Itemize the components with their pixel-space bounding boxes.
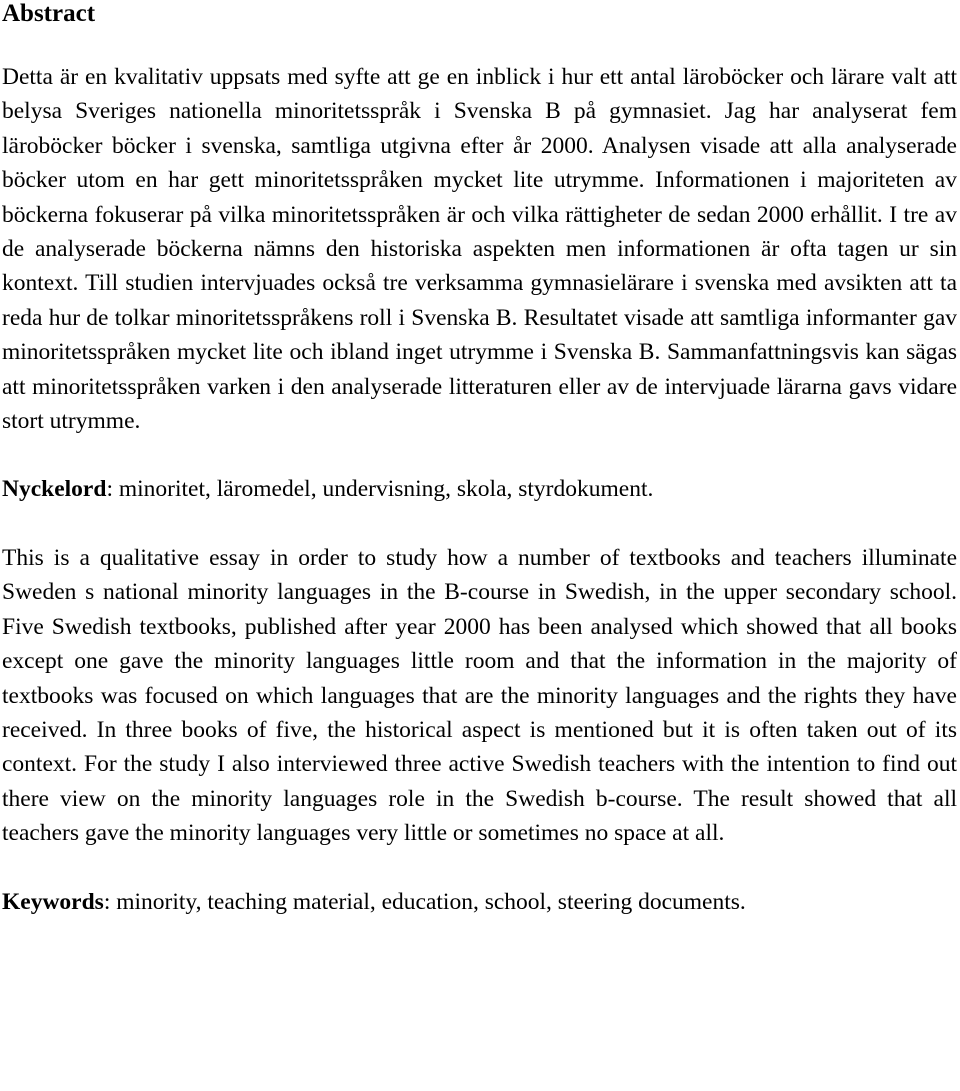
english-keywords-label: Keywords [2,888,104,915]
page-heading: Abstract [2,0,96,27]
swedish-keywords-text: : minoritet, läromedel, undervisning, skola, styrdokument. [106,476,654,503]
english-keywords-text: : minority, teaching material, education, school, steering documents. [103,888,746,915]
english-abstract: This is a qualitative essay in order to study how a number of textbooks and teachers illuminate Sweden s national minority languages in the B-course in Swedish, in the upper secondary school. Five Swedish textbooks, published after year 2000 has been analysed which showed that all books except one gave the minority languages little room and that the information in the majority of textbooks was focused on which languages that are the minority languages and the rights they have received. In three books of five, the historical aspect is mentioned but it is often taken out of its context. For the study I also interviewed three active Swedish teachers with the intention to find out there view on the minority languages role in the Swedish b-course. The result showed that all teachers gave the minority languages very little or sometimes no space at all. [2,544,957,847]
swedish-keywords [2,472,957,506]
swedish-abstract: Detta är en kvalitativ uppsats med syfte att ge en inblick i hur ett antal läroböcker och lärare valt att belysa Sveriges nationella minoritetsspråk i Svenska B på gymnasiet. Jag har analyserat fem läroböcker böcker i svenska, samtliga utgivna efter år 2000. Analysen visade att alla analyserade böcker utom en har gett minoritetsspråken mycket lite utrymme. Informationen i majoriteten av böckerna fokuserar på vilka minoritetsspråken är och vilka rättigheter de sedan 2000 erhållit. I tre av de analyserade böckerna nämns den historiska aspekten men informationen är ofta tagen ur sin kontext. Till studien intervjuades också tre verksamma gymnasielärare i svenska med avsikten att ta reda hur de tolkar minoritetsspråkens roll i Svenska B. Resultatet visade att samtliga informanter gav minoritetsspråken mycket lite och ibland inget utrymme i Svenska B. Sammanfattningsvis kan sägas att minoritetsspråken varken i den analyserade litteraturen eller av de intervjuade lärarna gavs vidare stort utrymme. [2,64,957,435]
english-keywords [2,885,957,919]
swedish-keywords-label: Nyckelord [2,476,107,503]
